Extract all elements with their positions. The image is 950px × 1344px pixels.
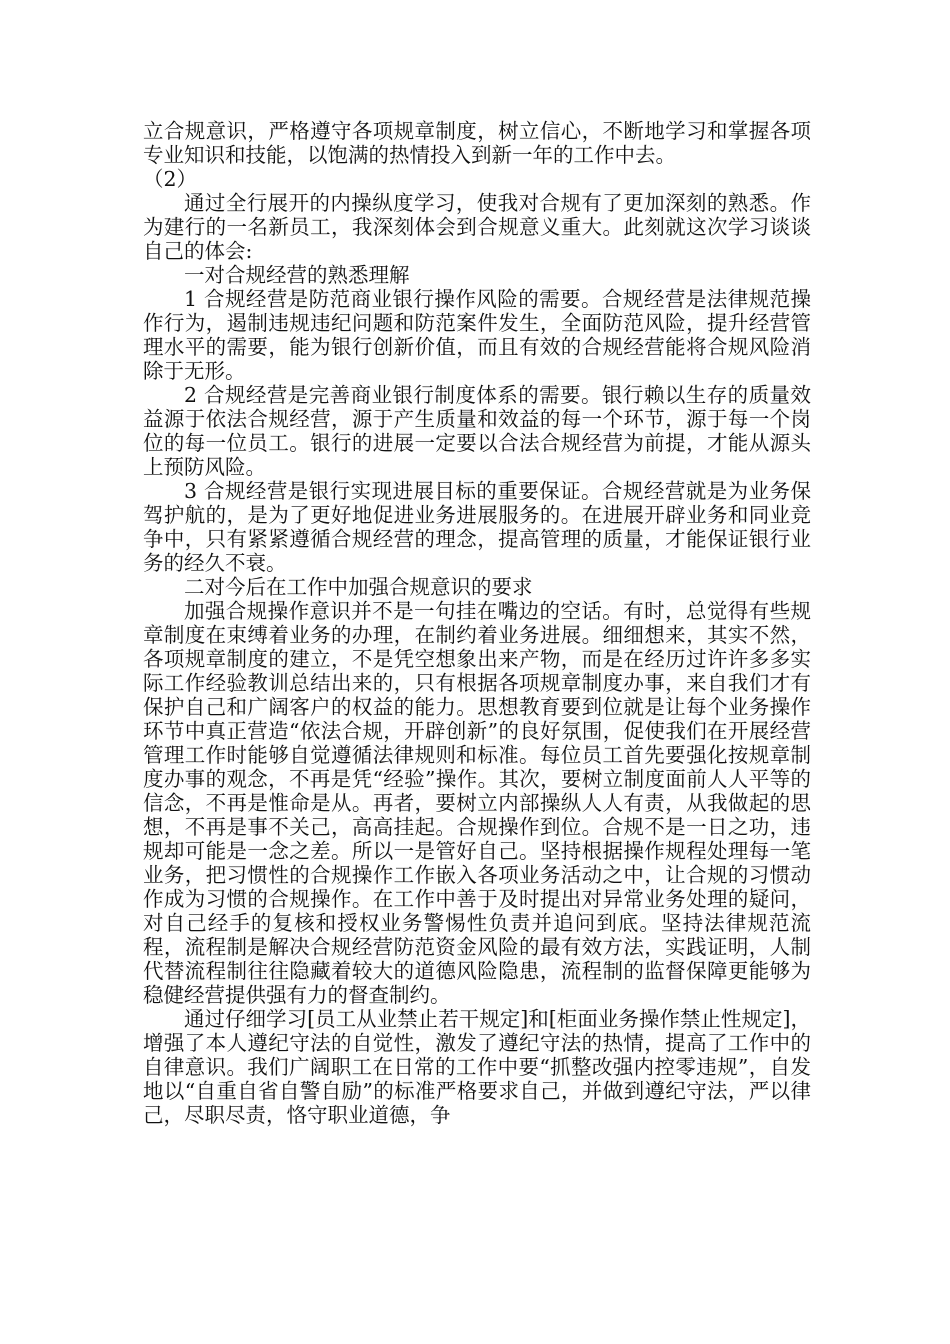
- point-3: 3 合规经营是银行实现进展目标的重要保证。合规经营就是为业务保驾护航的，是为了更好地促进业务进展服务的。在进展开辟业务和同业竞争中，只有紧紧遵循合规经营的理念，提高管理的质量，才能保证银行业务的经久不衰。: [143, 479, 811, 575]
- paragraph-requirements: 加强合规操作意识并不是一句挂在嘴边的空话。有时，总觉得有些规章制度在束缚着业务的办理，在制约着业务进展。细细想来，其实不然，各项规章制度的建立，不是凭空想象出来产物，而是在经历过许许多多实际工作经验教训总结出来的，只有根据各项规章制度办事，来自我们才有保护自己和广阔客户的权益的能力。思想教育要到位就是让每个业务操作环节中真正营造“依法合规，开辟创新”的良好氛围，促使我们在开展经营管理工作时能够自觉遵循法律规则和标准。每位员工首先要强化按规章制度办事的观念，不再是凭“经验”操作。其次，要树立制度面前人人平等的信念，不再是惟命是从。再者，要树立内部操纵人人有责，从我做起的思想，不再是事不关己，高高挂起。合规操作到位。合规不是一日之功，违规却可能是一念之差。所以一是管好自己。坚持根据操作规程处理每一笔业务，把习惯性的合规操作工作嵌入各项业务活动之中，让合规的习惯动作成为习惯的合规操作。在工作中善于及时提出对异常业务处理的疑问，对自己经手的复核和授权业务警惕性负责并追问到底。坚持法律规范流程，流程制是解决合规经营防范资金风险的最有效方法，实践证明，人制代替流程制往往隐藏着较大的道德风险隐患，流程制的监督保障更能够为稳健经营提供强有力的督查制约。: [143, 599, 811, 1007]
- paragraph-1: 立合规意识，严格遵守各项规章制度，树立信心，不断地学习和掌握各项专业知识和技能，以饱满的热情投入到新一年的工作中去。: [143, 119, 811, 167]
- section-number-2: （2）: [143, 167, 198, 191]
- point-2: 2 合规经营是完善商业银行制度体系的需要。银行赖以生存的质量效益源于依法合规经营，源于产生质量和效益的每一个环节，源于每一个岗位的每一位员工。银行的进展一定要以合法合规经营为前提，才能从源头上预防风险。: [143, 383, 811, 479]
- point-1: 1 合规经营是防范商业银行操作风险的需要。合规经营是法律规范操作行为，遏制违规违纪问题和防范案件发生，全面防范风险，提升经营管理水平的需要，能为银行创新价值，而且有效的合规经营能将合规风险消除于无形。: [143, 287, 811, 383]
- paragraph-study: 通过仔细学习[员工从业禁止若干规定]和[柜面业务操作禁止性规定]，增强了本人遵纪守法的自觉性，激发了遵纪守法的热情，提高了工作中的自律意识。我们广阔职工在日常的工作中要“抓整改强内控零违规”，自发地以“自重自省自警自励”的标准严格要求自己，并做到遵纪守法，严以律己，尽职尽责，恪守职业道德，争: [143, 1007, 811, 1127]
- paragraph-intro: 通过全行展开的内操纵度学习，使我对合规有了更加深刻的熟悉。作为建行的一名新员工，我深刻体会到合规意义重大。此刻就这次学习谈谈自己的体会:: [143, 191, 811, 263]
- heading-understanding: 一对合规经营的熟悉理解: [184, 263, 410, 287]
- heading-requirements: 二对今后在工作中加强合规意识的要求: [184, 575, 533, 599]
- document-body: [143, 119, 811, 1127]
